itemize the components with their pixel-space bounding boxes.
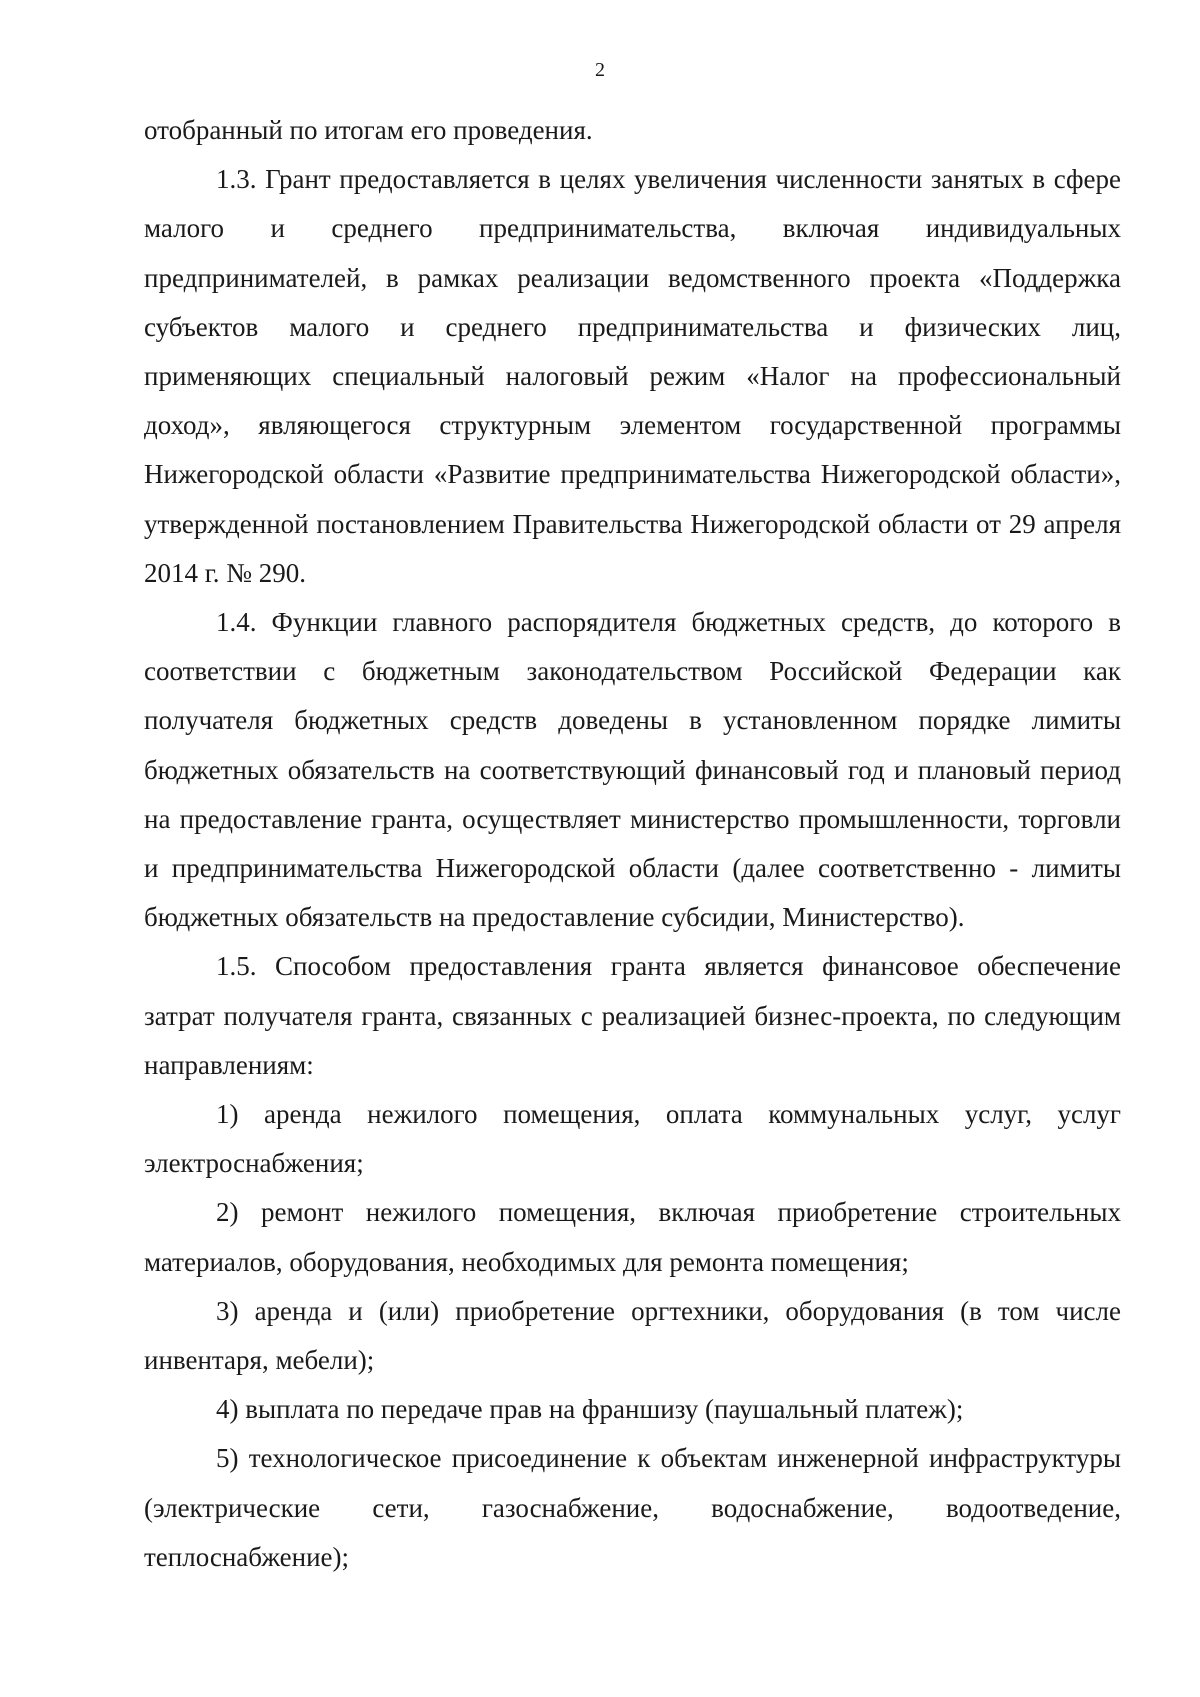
paragraph-1-4: 1.4. Функции главного распорядителя бюджетных средств, до которого в соответствии с бюджетным законодательством Российской Федерации как получателя бюджетных средств доведены в установленном порядке лимиты бюджетных обязательств на соответствующий финансовый год и плановый период на предоставление гранта, осуществляет министерство промышленности, торговли и предпринимательства Нижегородской области (далее соответственно - лимиты бюджетных обязательств на предоставление субсидии, Министерство). xyxy=(144,607,1121,933)
document-body xyxy=(144,106,1121,1582)
list-item-5: 5) технологическое присоединение к объектам инженерной инфраструктуры (электрические сети, газоснабжение, водоснабжение, водоотведение, теплоснабжение); xyxy=(144,1443,1121,1572)
paragraph-continuation: отобранный по итогам его проведения. xyxy=(144,115,593,145)
page-number: 2 xyxy=(595,59,605,81)
list-item-4: 4) выплата по передаче прав на франшизу (паушальный платеж); xyxy=(216,1394,964,1425)
list-item-2: 2) ремонт нежилого помещения, включая приобретение строительных материалов, оборудования, необходимых для ремонта помещения; xyxy=(144,1197,1121,1277)
list-item-3: 3) аренда и (или) приобретение оргтехники, оборудования (в том числе инвентаря, мебели); xyxy=(144,1295,1121,1376)
list-item-1: 1) аренда нежилого помещения, оплата коммунальных услуг, услуг электроснабжения; xyxy=(144,1099,1121,1179)
paragraph-1-3: 1.3. Грант предоставляется в целях увеличения численности занятых в сфере малого и среднего предпринимательства, включая индивидуальных предпринимателей, в рамках реализации ведомственного проекта «Поддержка субъектов малого и среднего предпринимательства и физических лиц, применяющих специальный налоговый режим «Налог на профессиональный доход», являющегося структурным элементом государственной программы Нижегородской области «Развитие предпринимательства Нижегородской области», утвержденной постановлением Правительства Нижегородской области от 29 апреля 2014 г. № 290. xyxy=(144,164,1121,588)
paragraph-1-5: 1.5. Способом предоставления гранта является финансовое обеспечение затрат получателя гранта, связанных с реализацией бизнес-проекта, по следующим направлениям: xyxy=(144,951,1121,1080)
